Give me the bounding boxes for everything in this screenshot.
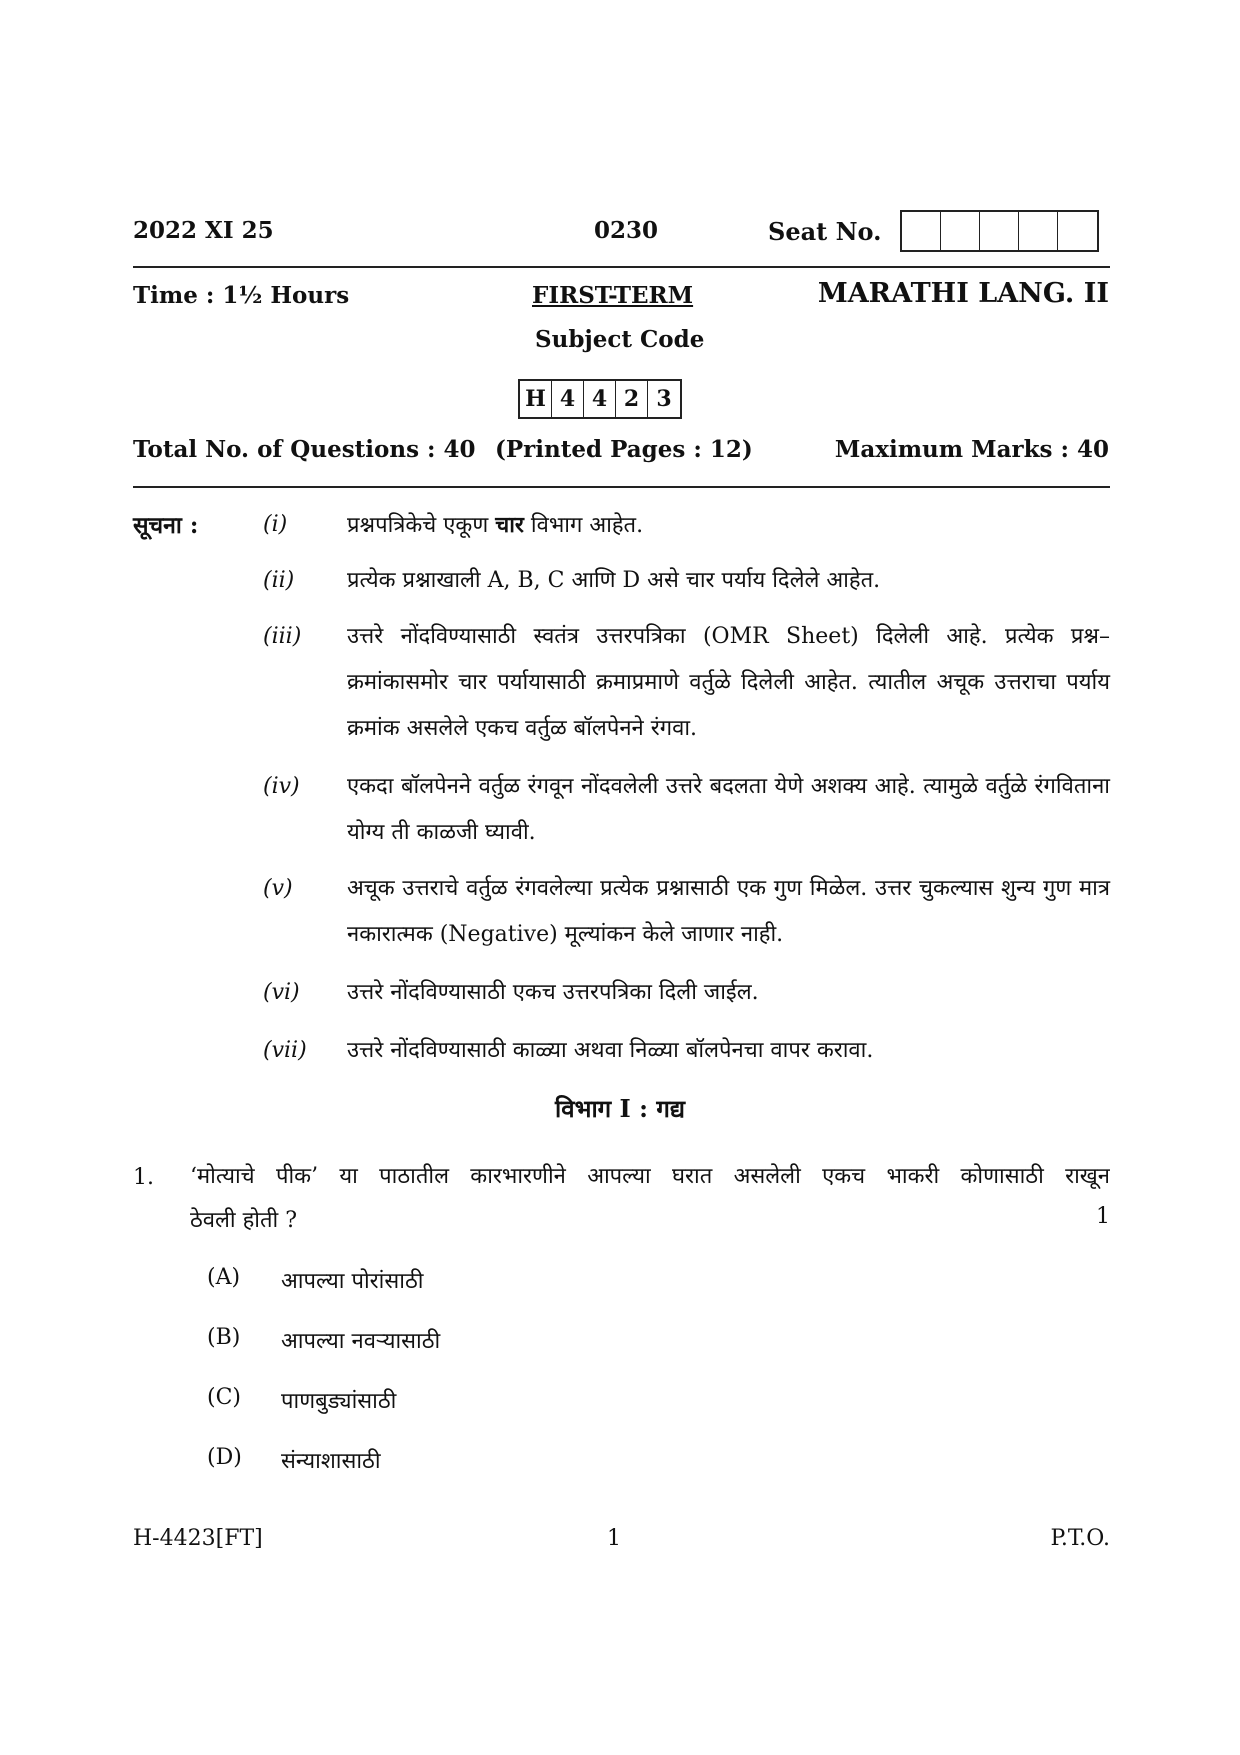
section-heading: विभाग I : गद्य <box>555 1094 685 1123</box>
option-label: (B) <box>207 1325 241 1350</box>
subject-name: MARATHI LANG. II <box>817 278 1109 309</box>
instruction-item <box>133 970 1110 1016</box>
subject-code-digit: 4 <box>552 381 584 417</box>
instruction-item <box>133 614 1110 752</box>
term-label: FIRST-TERM <box>532 282 694 309</box>
instruction-bold-word: चार <box>495 512 524 538</box>
page-number: 1 <box>607 1526 621 1551</box>
question-text-line-2: ठेवली होती ? <box>190 1208 298 1233</box>
instruction-number: (ii) <box>263 568 295 593</box>
option-text: संन्याशासाठी <box>281 1449 381 1474</box>
printed-pages: (Printed Pages : 12) <box>495 436 753 463</box>
subject-code-digit: 3 <box>656 386 672 412</box>
header-rule-bottom <box>133 486 1110 488</box>
instruction-number: (v) <box>263 876 293 901</box>
please-turn-over: P.T.O. <box>1050 1526 1110 1551</box>
subject-code-digit: 4 <box>584 381 616 417</box>
option-text: आपल्या नवऱ्यासाठी <box>281 1329 441 1354</box>
header-rule-top <box>133 266 1110 268</box>
instruction-text: विभाग आहेत. <box>523 513 644 538</box>
instruction-item <box>133 1028 1110 1074</box>
instruction-number: (vi) <box>263 980 300 1005</box>
instruction-text: उत्तरे नोंदविण्यासाठी स्वतंत्र उत्तरपत्रिका (OMR Sheet) दिलेली आहे. प्रत्येक प्रश्न– क्रमांकासमोर चार पर्यायासाठी क्रमाप्रमाणे वर्तुळे दिलेली आहेत. त्यातील अचूक उत्तराचा पर्याय क्रमांक असलेले एकच वर्तुळ बॉलपेनने रंगवा. <box>347 624 1110 741</box>
instruction-number: (i) <box>263 512 288 537</box>
instruction-text: उत्तरे नोंदविण्यासाठी काळ्या अथवा निळ्या बॉलपेनचा वापर करावा. <box>347 1038 874 1063</box>
question-number: 1. <box>133 1165 154 1190</box>
footer-paper-code: H-4423[FT] <box>133 1526 263 1551</box>
instruction-text: उत्तरे नोंदविण्यासाठी एकच उत्तरपत्रिका दिली जाईल. <box>347 980 759 1005</box>
option-label: (A) <box>207 1265 241 1290</box>
instruction-number: (iv) <box>263 774 300 799</box>
instruction-number: (vii) <box>263 1038 307 1063</box>
instructions-label: सूचना : <box>133 512 199 539</box>
seat-number-boxes[interactable] <box>900 210 1099 252</box>
instruction-text: प्रत्येक प्रश्नाखाली A, B, C आणि D असे चार पर्याय दिलेले आहेत. <box>347 568 881 593</box>
instruction-text: प्रश्नपत्रिकेचे एकूण <box>347 513 496 538</box>
subject-code-digit: 2 <box>616 381 648 417</box>
option-text: आपल्या पोरांसाठी <box>281 1269 424 1294</box>
instruction-number: (iii) <box>263 624 302 649</box>
subject-code-digit: H <box>520 381 552 417</box>
instruction-item <box>133 502 1110 548</box>
subject-code-label: Subject Code <box>535 326 705 353</box>
option-label: (D) <box>207 1445 242 1470</box>
total-questions: Total No. of Questions : 40 <box>133 436 476 463</box>
question-text-line-1: ‘मोत्याचे पीक’ या पाठातील कारभारणीने आपल्या घरात असलेली एकच भाकरी कोणासाठी राखून <box>190 1164 1110 1189</box>
option-text: पाणबुड्यांसाठी <box>281 1389 397 1414</box>
instruction-item <box>133 866 1110 958</box>
option-label: (C) <box>207 1385 241 1410</box>
instruction-text: अचूक उत्तराचे वर्तुळ रंगवलेल्या प्रत्येक प्रश्नासाठी एक गुण मिळेल. उत्तर चुकल्यास शुन्य गुण मात्र नकारात्मक (Negative) मूल्यांकन केले जाणार नाही. <box>347 876 1110 947</box>
time-allowed: Time : 1½ Hours <box>133 282 350 309</box>
instruction-item <box>133 558 1110 604</box>
subject-code-boxes <box>518 379 682 419</box>
question-marks: 1 <box>1096 1204 1110 1229</box>
instruction-text: एकदा बॉलपेनने वर्तुळ रंगवून नोंदवलेली उत्तरे बदलता येणे अशक्य आहे. त्यामुळे वर्तुळे रंगविताना योग्य ती काळजी घ्यावी. <box>347 774 1110 845</box>
instruction-item <box>133 764 1110 856</box>
maximum-marks: Maximum Marks : 40 <box>834 436 1109 463</box>
exam-date-code: 2022 XI 25 <box>133 217 274 244</box>
paper-number: 0230 <box>594 217 659 244</box>
seat-label: Seat No. <box>768 217 882 246</box>
